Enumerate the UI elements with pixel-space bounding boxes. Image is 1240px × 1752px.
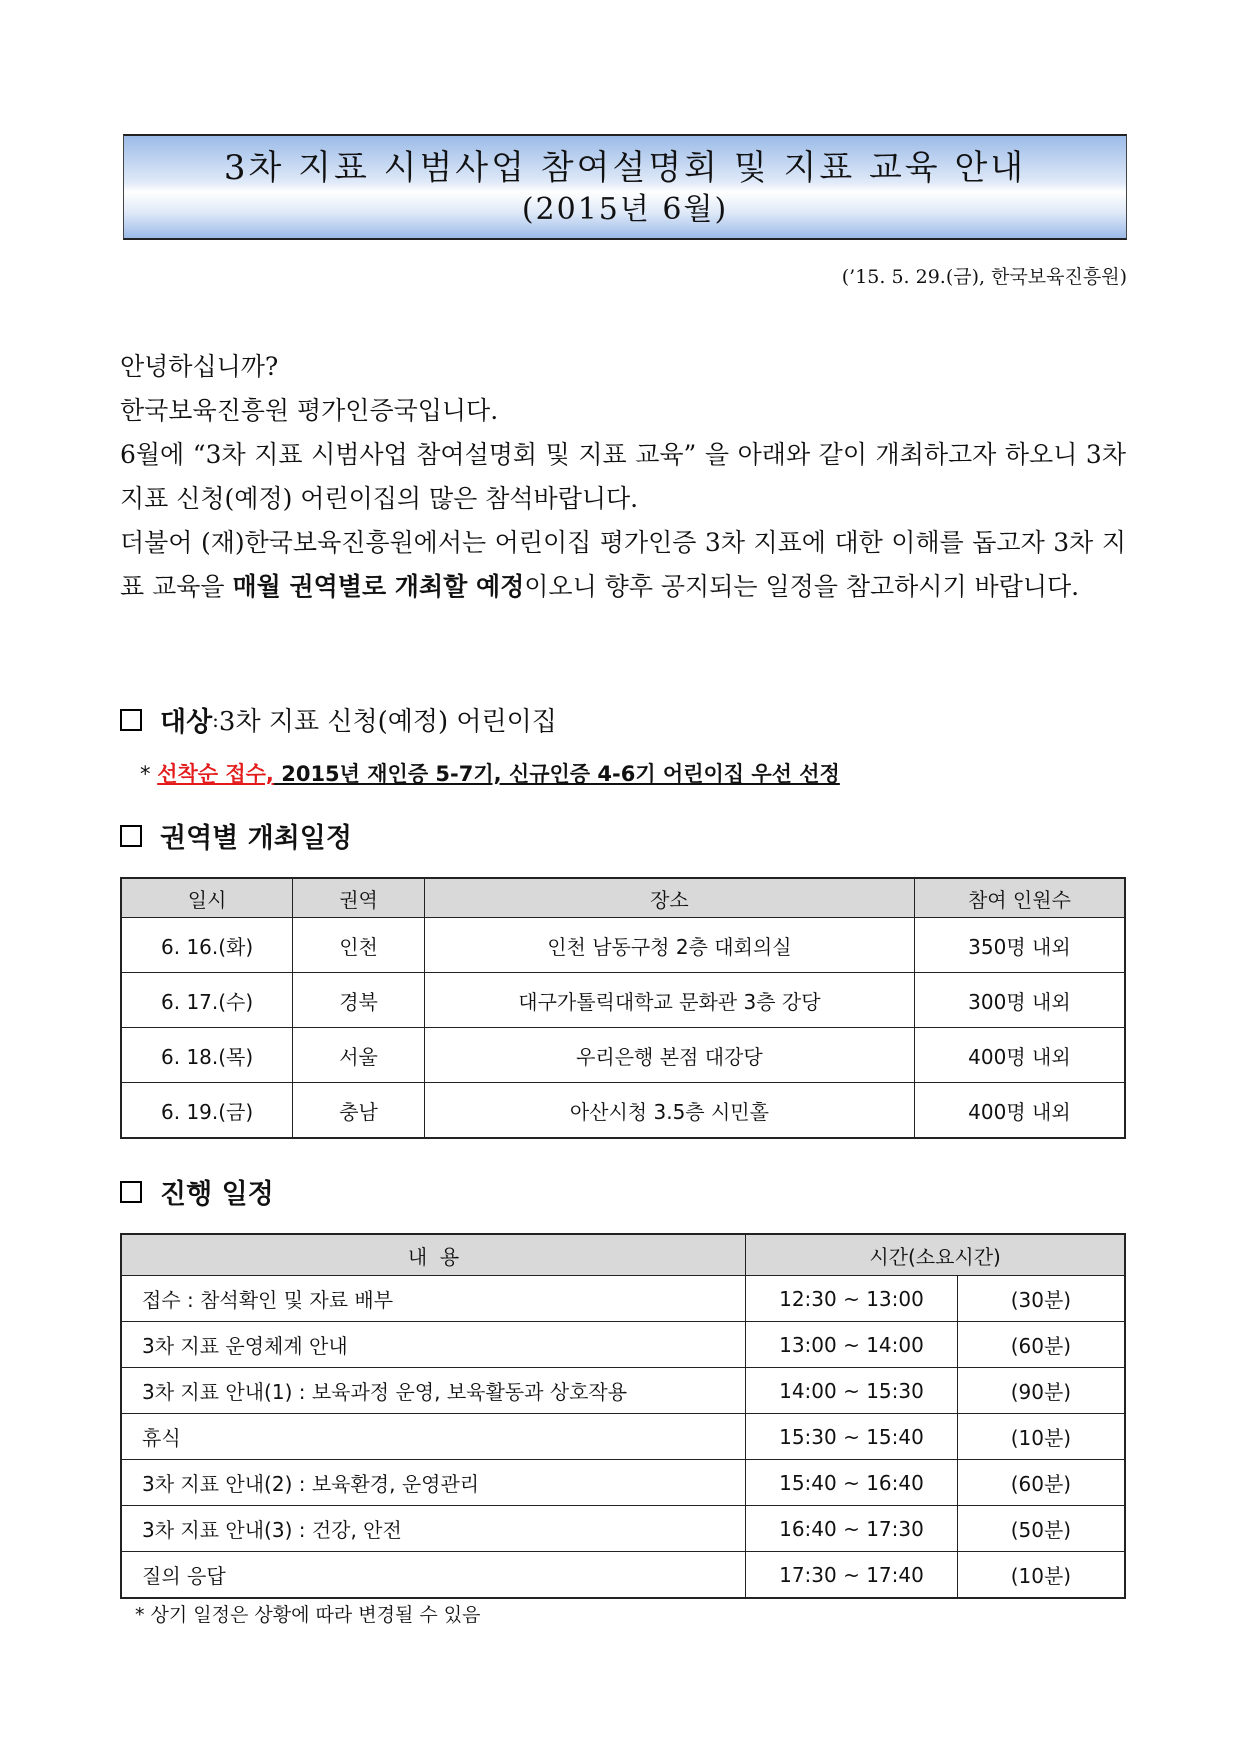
checkbox-icon: [120, 1181, 142, 1203]
table-row: 3차 지표 운영체계 안내 13:00 ~ 14:00 (60분): [121, 1322, 1125, 1368]
invitation-paragraph: 6월에 “3차 지표 시범사업 참여설명회 및 지표 교육” 을 아래와 같이 개최하고자 하오니 3차 지표 신청(예정) 어린이집의 많은 참석바랍니다.: [120, 440, 1126, 513]
table-header-row: 내 용 시간(소요시간): [121, 1234, 1125, 1276]
table-header-row: 일시 권역 장소 참여 인원수: [121, 878, 1125, 918]
emphasis-text: 매월 권역별로 개최할 예정: [232, 572, 525, 601]
greeting: 안녕하십니까?: [120, 352, 279, 381]
monthly-paragraph: 더불어 (재)한국보육진흥원에서는 어린이집 평가인증 3차 지표에 대한 이해를 돕고자 3차 지표 교육을 매월 권역별로 개최할 예정이오니 향후 공지되는 일정을 참고하시기 바랍니다.: [120, 528, 1126, 601]
table-row: 휴식 15:30 ~ 15:40 (10분): [121, 1414, 1125, 1460]
table-row: 6. 16.(화) 인천 인천 남동구청 2층 대회의실 350명 내외: [121, 918, 1125, 973]
table-row: 3차 지표 안내(3) : 건강, 안전 16:40 ~ 17:30 (50분): [121, 1506, 1125, 1552]
table-row: 6. 17.(수) 경북 대구가톨릭대학교 문화관 3층 강당 300명 내외: [121, 973, 1125, 1028]
schedule-footnote: * 상기 일정은 상황에 따라 변경될 수 있음: [135, 1604, 481, 1626]
checkbox-icon: [120, 709, 142, 731]
target-section: 대상 : 3차 지표 신청(예정) 어린이집: [120, 700, 557, 739]
title-box: [123, 134, 1127, 240]
page-title: 3차 지표 시범사업 참여설명회 및 지표 교육 안내: [223, 148, 1027, 188]
regional-heading: 권역별 개최일정: [160, 823, 352, 854]
progress-section: [120, 1172, 274, 1211]
progress-heading: 진행 일정: [160, 1179, 274, 1210]
target-heading: 대상: [160, 707, 213, 738]
table-row: 6. 19.(금) 충남 아산시청 3.5층 시민홀 400명 내외: [121, 1083, 1125, 1139]
table-row: 3차 지표 안내(2) : 보육환경, 운영관리 15:40 ~ 16:40 (60분): [121, 1460, 1125, 1506]
table-row: 질의 응답 17:30 ~ 17:40 (10분): [121, 1552, 1125, 1599]
checkbox-icon: [120, 825, 142, 847]
page-subtitle: (2015년 6월): [521, 192, 729, 227]
regional-section: [120, 816, 352, 855]
target-text: 3차 지표 신청(예정) 어린이집: [218, 707, 557, 737]
target-note: * 선착순 접수, 2015년 재인증 5-7기, 신규인증 4-6기 어린이집 우선 선정: [140, 762, 840, 786]
table-row: 6. 18.(목) 서울 우리은행 본점 대강당 400명 내외: [121, 1028, 1125, 1083]
intro-text: [120, 345, 1126, 609]
table-row: 접수 : 참석확인 및 자료 배부 12:30 ~ 13:00 (30분): [121, 1276, 1125, 1322]
table-row: 3차 지표 안내(1) : 보육과정 운영, 보육활동과 상호작용 14:00 ~ 15:30 (90분): [121, 1368, 1125, 1414]
regional-schedule-table: [120, 877, 1126, 1139]
issue-date: (’15. 5. 29.(금), 한국보육진흥원): [841, 266, 1127, 288]
sender-line: 한국보육진흥원 평가인증국입니다.: [120, 396, 499, 425]
first-come-text: 선착순 접수,: [157, 762, 274, 786]
progress-schedule-table: [120, 1233, 1126, 1599]
